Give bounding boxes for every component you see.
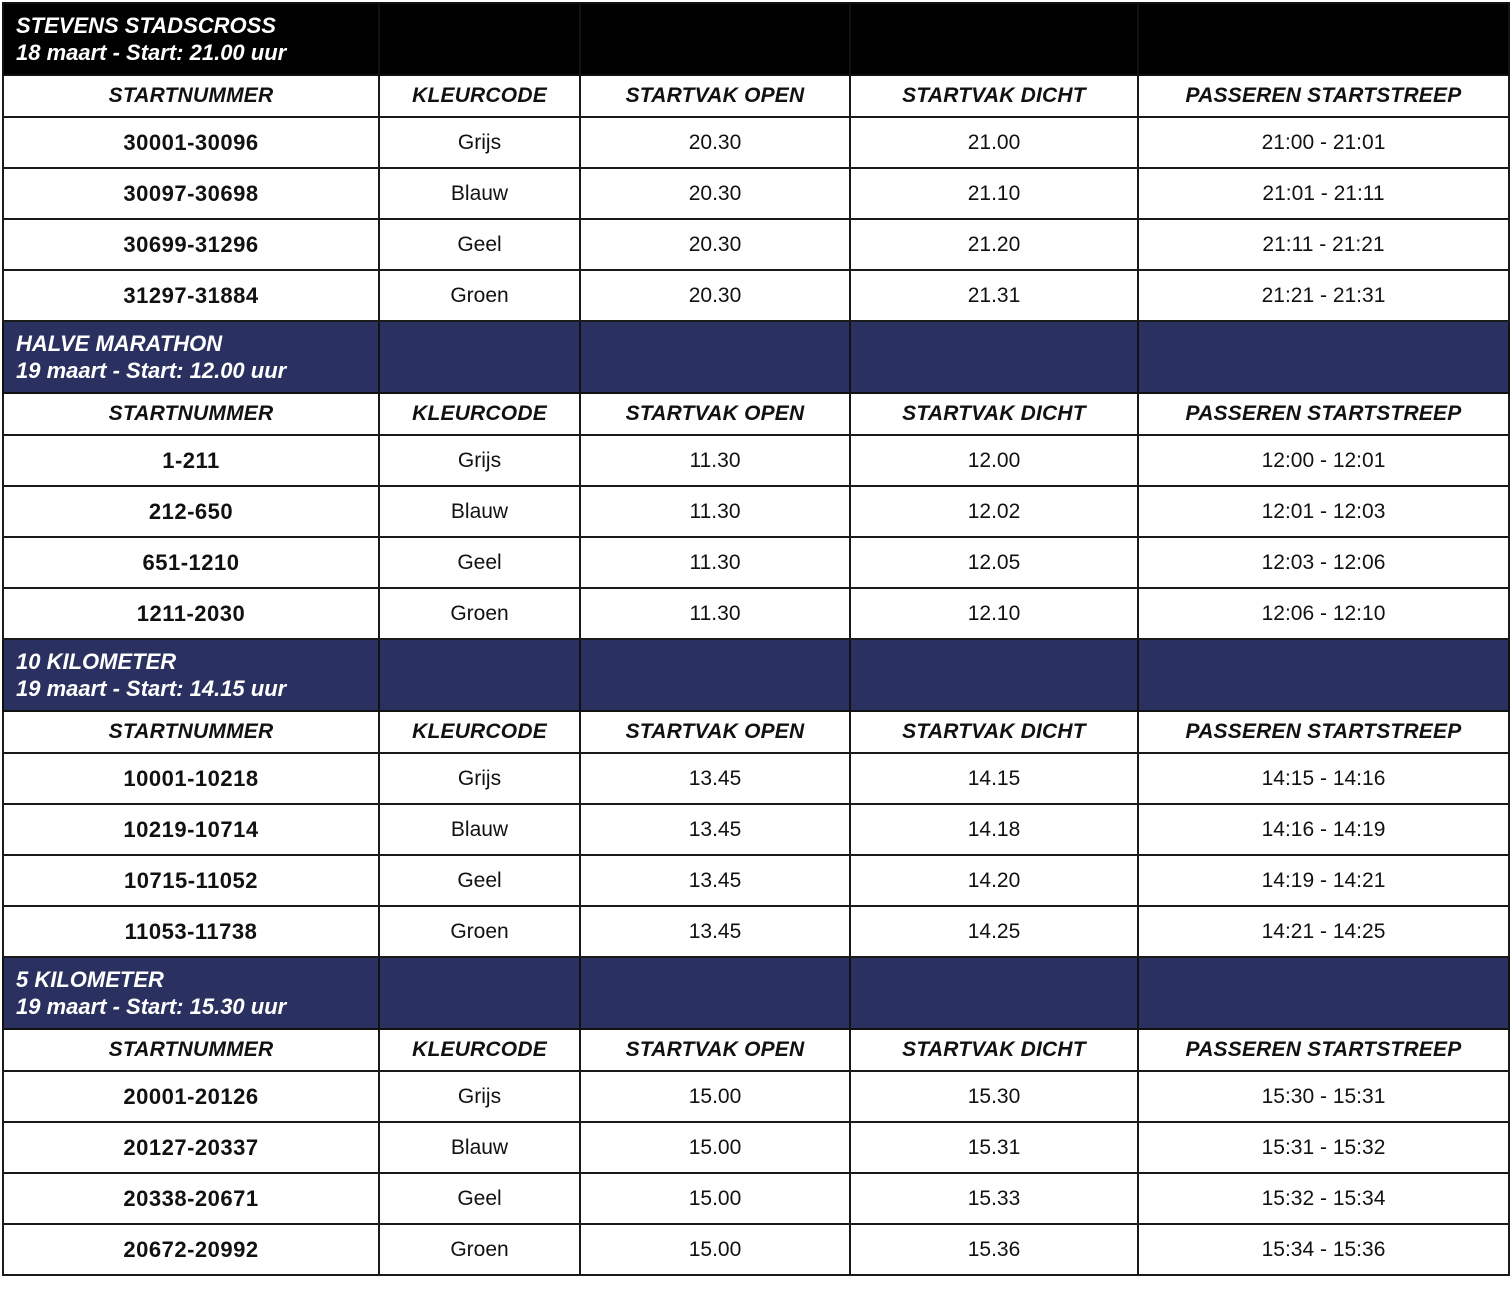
passeren-cell: 12:06 - 12:10 (1138, 588, 1509, 639)
kleurcode-cell: Groen (379, 270, 580, 321)
column-header-kleurcode: KLEURCODE (379, 75, 580, 117)
column-header-row (3, 711, 1509, 753)
kleurcode-cell: Geel (379, 537, 580, 588)
startvak-open-cell: 13.45 (580, 855, 850, 906)
startvak-open-cell: 11.30 (580, 486, 850, 537)
startvak-dicht-cell: 12.00 (850, 435, 1138, 486)
passeren-cell: 14:15 - 14:16 (1138, 753, 1509, 804)
kleurcode-cell: Geel (379, 1173, 580, 1224)
table-row (3, 753, 1509, 804)
section-subtitle: 19 maart - Start: 15.30 uur (16, 994, 287, 1019)
passeren-cell: 21:01 - 21:11 (1138, 168, 1509, 219)
passeren-cell: 15:34 - 15:36 (1138, 1224, 1509, 1275)
startvak-open-cell: 15.00 (580, 1122, 850, 1173)
startvak-open-cell: 15.00 (580, 1071, 850, 1122)
startvak-dicht-cell: 15.31 (850, 1122, 1138, 1173)
table-row (3, 588, 1509, 639)
passeren-cell: 12:00 - 12:01 (1138, 435, 1509, 486)
startvak-dicht-cell: 14.18 (850, 804, 1138, 855)
column-header-passeren-startstreep: PASSEREN STARTSTREEP (1138, 711, 1509, 753)
section-title: 10 KILOMETER (16, 649, 177, 674)
section-header-filler (379, 957, 580, 1029)
column-header-startnummer: STARTNUMMER (3, 711, 379, 753)
startvak-open-cell: 11.30 (580, 435, 850, 486)
startnummer-cell: 30699-31296 (3, 219, 379, 270)
section-header-filler (580, 3, 850, 75)
startvak-open-cell: 13.45 (580, 804, 850, 855)
section-header-filler (580, 957, 850, 1029)
passeren-cell: 21:21 - 21:31 (1138, 270, 1509, 321)
passeren-cell: 14:19 - 14:21 (1138, 855, 1509, 906)
section-header-filler (580, 321, 850, 393)
startnummer-cell: 20672-20992 (3, 1224, 379, 1275)
table-row (3, 1122, 1509, 1173)
startnummer-cell: 20338-20671 (3, 1173, 379, 1224)
kleurcode-cell: Groen (379, 1224, 580, 1275)
column-header-row (3, 75, 1509, 117)
table-row (3, 270, 1509, 321)
column-header-startvak-dicht: STARTVAK DICHT (850, 1029, 1138, 1071)
column-header-startnummer: STARTNUMMER (3, 75, 379, 117)
section-header-filler (1138, 321, 1509, 393)
section-title: HALVE MARATHON (16, 331, 223, 356)
startvak-open-cell: 15.00 (580, 1173, 850, 1224)
section-title: 5 KILOMETER (16, 967, 164, 992)
table-row (3, 168, 1509, 219)
startnummer-cell: 10219-10714 (3, 804, 379, 855)
passeren-cell: 14:21 - 14:25 (1138, 906, 1509, 957)
section-subtitle: 18 maart - Start: 21.00 uur (16, 40, 287, 65)
column-header-startvak-open: STARTVAK OPEN (580, 75, 850, 117)
startvak-dicht-cell: 14.25 (850, 906, 1138, 957)
section-title-cell (3, 321, 379, 393)
passeren-cell: 21:11 - 21:21 (1138, 219, 1509, 270)
kleurcode-cell: Groen (379, 588, 580, 639)
column-header-row (3, 1029, 1509, 1071)
table-row (3, 1071, 1509, 1122)
start-schedule-table (2, 2, 1510, 1276)
column-header-passeren-startstreep: PASSEREN STARTSTREEP (1138, 75, 1509, 117)
startvak-open-cell: 15.00 (580, 1224, 850, 1275)
kleurcode-cell: Geel (379, 855, 580, 906)
section-header-filler (580, 639, 850, 711)
column-header-passeren-startstreep: PASSEREN STARTSTREEP (1138, 1029, 1509, 1071)
startvak-dicht-cell: 12.05 (850, 537, 1138, 588)
section-title: STEVENS STADSCROSS (16, 13, 276, 38)
startnummer-cell: 20001-20126 (3, 1071, 379, 1122)
startnummer-cell: 11053-11738 (3, 906, 379, 957)
table-row (3, 804, 1509, 855)
startvak-dicht-cell: 21.20 (850, 219, 1138, 270)
startvak-dicht-cell: 21.10 (850, 168, 1138, 219)
column-header-startnummer: STARTNUMMER (3, 393, 379, 435)
column-header-startvak-dicht: STARTVAK DICHT (850, 393, 1138, 435)
startvak-dicht-cell: 15.33 (850, 1173, 1138, 1224)
column-header-startvak-open: STARTVAK OPEN (580, 711, 850, 753)
startvak-open-cell: 20.30 (580, 219, 850, 270)
column-header-startvak-dicht: STARTVAK DICHT (850, 75, 1138, 117)
passeren-cell: 12:01 - 12:03 (1138, 486, 1509, 537)
startvak-dicht-cell: 15.36 (850, 1224, 1138, 1275)
section-header-filler (1138, 3, 1509, 75)
startnummer-cell: 212-650 (3, 486, 379, 537)
startvak-open-cell: 11.30 (580, 588, 850, 639)
kleurcode-cell: Blauw (379, 804, 580, 855)
section-header-filler (1138, 639, 1509, 711)
kleurcode-cell: Geel (379, 219, 580, 270)
startnummer-cell: 20127-20337 (3, 1122, 379, 1173)
kleurcode-cell: Grijs (379, 435, 580, 486)
column-header-kleurcode: KLEURCODE (379, 1029, 580, 1071)
table-row (3, 1224, 1509, 1275)
table-row (3, 906, 1509, 957)
passeren-cell: 15:31 - 15:32 (1138, 1122, 1509, 1173)
startvak-open-cell: 13.45 (580, 753, 850, 804)
startvak-open-cell: 20.30 (580, 117, 850, 168)
passeren-cell: 14:16 - 14:19 (1138, 804, 1509, 855)
passeren-cell: 15:32 - 15:34 (1138, 1173, 1509, 1224)
startnummer-cell: 30001-30096 (3, 117, 379, 168)
kleurcode-cell: Blauw (379, 1122, 580, 1173)
column-header-passeren-startstreep: PASSEREN STARTSTREEP (1138, 393, 1509, 435)
kleurcode-cell: Grijs (379, 117, 580, 168)
section-header-filler (379, 3, 580, 75)
startvak-dicht-cell: 12.10 (850, 588, 1138, 639)
startvak-dicht-cell: 21.31 (850, 270, 1138, 321)
startvak-dicht-cell: 12.02 (850, 486, 1138, 537)
passeren-cell: 12:03 - 12:06 (1138, 537, 1509, 588)
section-header-filler (379, 639, 580, 711)
startnummer-cell: 10715-11052 (3, 855, 379, 906)
section-header-filler (379, 321, 580, 393)
startnummer-cell: 651-1210 (3, 537, 379, 588)
table-row (3, 117, 1509, 168)
column-header-startnummer: STARTNUMMER (3, 1029, 379, 1071)
column-header-row (3, 393, 1509, 435)
table-row (3, 219, 1509, 270)
kleurcode-cell: Blauw (379, 486, 580, 537)
section-header-halve-marathon (3, 321, 1509, 393)
section-title-cell (3, 639, 379, 711)
section-subtitle: 19 maart - Start: 14.15 uur (16, 676, 287, 701)
kleurcode-cell: Grijs (379, 1071, 580, 1122)
passeren-cell: 15:30 - 15:31 (1138, 1071, 1509, 1122)
table-row (3, 1173, 1509, 1224)
section-header-filler (850, 3, 1138, 75)
section-header-filler (850, 639, 1138, 711)
startvak-open-cell: 20.30 (580, 270, 850, 321)
section-header-filler (1138, 957, 1509, 1029)
startvak-dicht-cell: 14.15 (850, 753, 1138, 804)
table-row (3, 855, 1509, 906)
section-header-5-kilometer (3, 957, 1509, 1029)
column-header-startvak-dicht: STARTVAK DICHT (850, 711, 1138, 753)
table-row (3, 537, 1509, 588)
table-row (3, 435, 1509, 486)
section-header-10-kilometer (3, 639, 1509, 711)
section-subtitle: 19 maart - Start: 12.00 uur (16, 358, 287, 383)
kleurcode-cell: Blauw (379, 168, 580, 219)
column-header-startvak-open: STARTVAK OPEN (580, 393, 850, 435)
kleurcode-cell: Groen (379, 906, 580, 957)
section-title-cell (3, 3, 379, 75)
table-row (3, 486, 1509, 537)
passeren-cell: 21:00 - 21:01 (1138, 117, 1509, 168)
section-title-cell (3, 957, 379, 1029)
startvak-dicht-cell: 15.30 (850, 1071, 1138, 1122)
startvak-open-cell: 20.30 (580, 168, 850, 219)
section-header-stevens-stadscross (3, 3, 1509, 75)
startnummer-cell: 10001-10218 (3, 753, 379, 804)
startvak-open-cell: 11.30 (580, 537, 850, 588)
section-header-filler (850, 321, 1138, 393)
startvak-dicht-cell: 21.00 (850, 117, 1138, 168)
startnummer-cell: 30097-30698 (3, 168, 379, 219)
kleurcode-cell: Grijs (379, 753, 580, 804)
column-header-startvak-open: STARTVAK OPEN (580, 1029, 850, 1071)
startvak-dicht-cell: 14.20 (850, 855, 1138, 906)
startnummer-cell: 1-211 (3, 435, 379, 486)
column-header-kleurcode: KLEURCODE (379, 711, 580, 753)
startnummer-cell: 1211-2030 (3, 588, 379, 639)
startvak-open-cell: 13.45 (580, 906, 850, 957)
startnummer-cell: 31297-31884 (3, 270, 379, 321)
section-header-filler (850, 957, 1138, 1029)
column-header-kleurcode: KLEURCODE (379, 393, 580, 435)
